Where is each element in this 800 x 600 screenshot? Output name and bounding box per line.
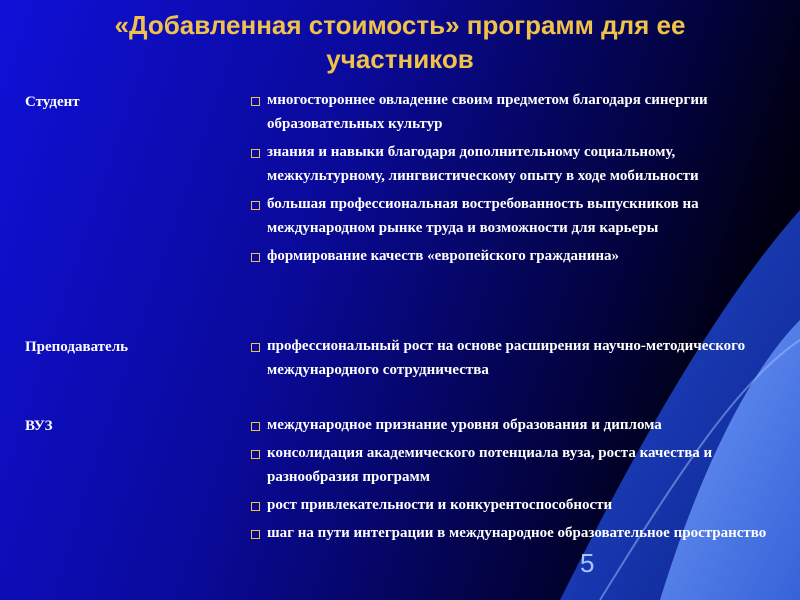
slide-number: 5 [580,548,595,578]
list-item [251,192,771,240]
bullet-list-university [251,413,771,549]
list-item-text: шаг на пути интеграции в международное образовательное пространство [267,525,767,541]
hollow-square-bullet-icon [251,450,260,459]
list-item-text: международное признание уровня образования и диплома [267,417,662,433]
bullet-list-teacher [251,334,771,386]
slide-title-line-2: участников [326,44,474,74]
list-item-text: рост привлекательности и конкурентоспособности [267,497,613,513]
list-item [251,140,771,188]
list-item-text: формирование качеств «европейского гражданина» [267,248,619,264]
list-item-text: многостороннее овладение своим предметом благодаря синергии образовательных культур [267,92,708,132]
slide-title-line-1: «Добавленная стоимость» программ для ее [114,10,686,40]
bullet-list-student [251,88,771,272]
hollow-square-bullet-icon [251,343,260,352]
list-item [251,334,771,382]
hollow-square-bullet-icon [251,201,260,210]
list-item [251,413,771,437]
slide-title [0,8,800,76]
hollow-square-bullet-icon [251,422,260,431]
list-item [251,493,771,517]
list-item-text: большая профессиональная востребованность выпускников на международном рынке труда и возможности для карьеры [267,196,699,236]
hollow-square-bullet-icon [251,149,260,158]
list-item [251,441,771,489]
list-item [251,521,771,545]
role-label-university: ВУЗ [25,418,53,434]
hollow-square-bullet-icon [251,502,260,511]
hollow-square-bullet-icon [251,530,260,539]
role-label-teacher: Преподаватель [25,339,129,355]
role-label-student: Студент [25,94,80,110]
list-item [251,244,771,268]
hollow-square-bullet-icon [251,97,260,106]
list-item-text: знания и навыки благодаря дополнительному социальному, межкультурному, лингвистическому опыту в ходе мобильности [267,144,699,184]
list-item-text: консолидация академического потенциала вуза, роста качества и разнообразия программ [267,445,713,485]
list-item [251,88,771,136]
list-item-text: профессиональный рост на основе расширения научно-методического международного сотрудничества [267,338,746,378]
hollow-square-bullet-icon [251,253,260,262]
